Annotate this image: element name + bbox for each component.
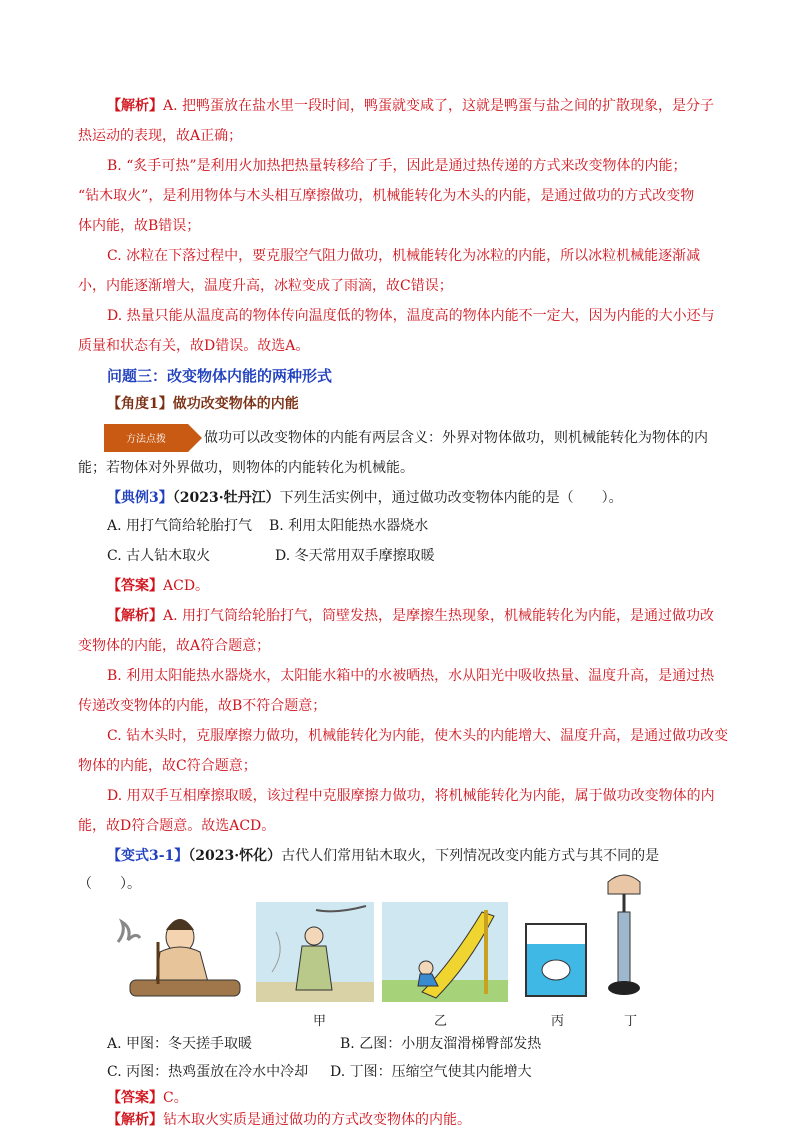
variant-option-c: C. 丙图：热鸡蛋放在冷水中冷却 xyxy=(107,1064,309,1080)
analysis-line: 能，故D符合题意。故选ACD。 xyxy=(78,818,276,834)
variant-option-d: D. 丁图：压缩空气使其内能增大 xyxy=(330,1064,532,1080)
analysis-line: C. 冰粒在下落过程中，要克服空气阻力做功，机械能转化为冰粒的内能，所以冰粒机械能逐渐减 xyxy=(107,248,701,264)
analysis-line: 物体的内能，故C符合题意； xyxy=(78,758,257,774)
caption-jia: 甲 xyxy=(313,1014,327,1029)
analysis-line: 小，内能逐渐增大，温度升高，冰粒变成了雨滴，故C错误； xyxy=(78,278,453,294)
svg-text:方法点拨: 方法点拨 xyxy=(126,434,166,445)
analysis-line: “钻木取火”，是利用物体与木头相互摩擦做功，机械能转化为木头的内能，是通过做功的方式改变物 xyxy=(78,188,695,204)
variant-stem: 【变式3-1】（2023·怀化）古代人们常用钻木取火，下列情况改变内能方式与其不同的是 xyxy=(107,848,660,864)
answer: 【答案】ACD。 xyxy=(107,578,210,594)
option-c: C. 古人钻木取火 xyxy=(107,548,211,564)
analysis-line: 体内能，故B错误； xyxy=(78,218,201,234)
example-stem: 【典例3】（2023·牡丹江）下列生活实例中，通过做功改变物体内能的是（ ）。 xyxy=(107,490,623,506)
analysis-line: C. 钻木头时，克服摩擦力做功，机械能转化为内能，使木头的内能增大、温度升高，是通过做功改变 xyxy=(107,728,729,744)
option-a: A. 用打气筒给轮胎打气 xyxy=(107,518,253,534)
caveman-drilling-wood-figure xyxy=(110,902,248,1002)
caption-yi: 乙 xyxy=(434,1014,448,1029)
analysis-line: D. 用双手互相摩擦取暖，该过程中克服摩擦力做功，将机械能转化为内能，属于做功改变物体的内 xyxy=(107,788,715,804)
old-man-rubbing-hands-figure xyxy=(256,902,374,1002)
method-text: 做功可以改变物体的内能有两层含义：外界对物体做功，则机械能转化为物体的内 xyxy=(204,430,708,446)
analysis-line: B. “炙手可热”是利用火加热把热量转移给了手，因此是通过热传递的方式来改变物体的内能； xyxy=(107,158,687,174)
analysis-line: 质量和状态有关，故D错误。故选A。 xyxy=(78,338,310,354)
egg-in-beaker-figure xyxy=(520,922,592,1000)
analysis-line: 【解析】A. 把鸭蛋放在盐水里一段时间，鸭蛋就变咸了，这就是鸭蛋与盐之间的扩散现象，是分子 xyxy=(107,98,715,114)
analysis-line: 传递改变物体的内能，故B不符合题意； xyxy=(78,698,327,714)
method-text: 能；若物体对外界做功，则物体的内能转化为机械能。 xyxy=(78,460,414,476)
section-heading: 问题三：改变物体内能的两种形式 xyxy=(107,367,333,385)
variant-answer: 【答案】C。 xyxy=(107,1090,188,1106)
variant-paren: （ ）。 xyxy=(78,876,141,892)
analysis-line: 热运动的表现，故A正确； xyxy=(78,128,243,144)
caption-ding: 丁 xyxy=(624,1014,638,1029)
variant-analysis: 【解析】钻木取火实质是通过做功的方式改变物体的内能。 xyxy=(107,1112,471,1128)
analysis-line: D. 热量只能从温度高的物体传向温度低的物体，温度高的物体内能不一定大，因为内能的大小还与 xyxy=(107,308,715,324)
caption-bing: 丙 xyxy=(551,1014,565,1029)
option-b: B. 利用太阳能热水器烧水 xyxy=(269,518,429,534)
analysis-line: B. 利用太阳能热水器烧水，太阳能水箱中的水被晒热，水从阳光中吸收热量、温度升高，是通过热 xyxy=(107,668,715,684)
option-d: D. 冬天常用双手摩擦取暖 xyxy=(275,548,435,564)
variant-option-a: A. 甲图：冬天搓手取暖 xyxy=(107,1036,253,1052)
analysis-line: 【解析】A. 用打气筒给轮胎打气，筒壁发热，是摩擦生热现象，机械能转化为内能，是通过做功改 xyxy=(107,608,715,624)
angle-heading: 【角度1】做功改变物体的内能 xyxy=(107,396,299,412)
analysis-line: 变物体的内能，故A符合题意； xyxy=(78,638,271,654)
air-compression-tube-figure xyxy=(600,872,648,1000)
variant-option-b: B. 乙图：小朋友溜滑梯臀部发热 xyxy=(340,1036,542,1052)
kid-on-slide-figure xyxy=(382,902,508,1002)
